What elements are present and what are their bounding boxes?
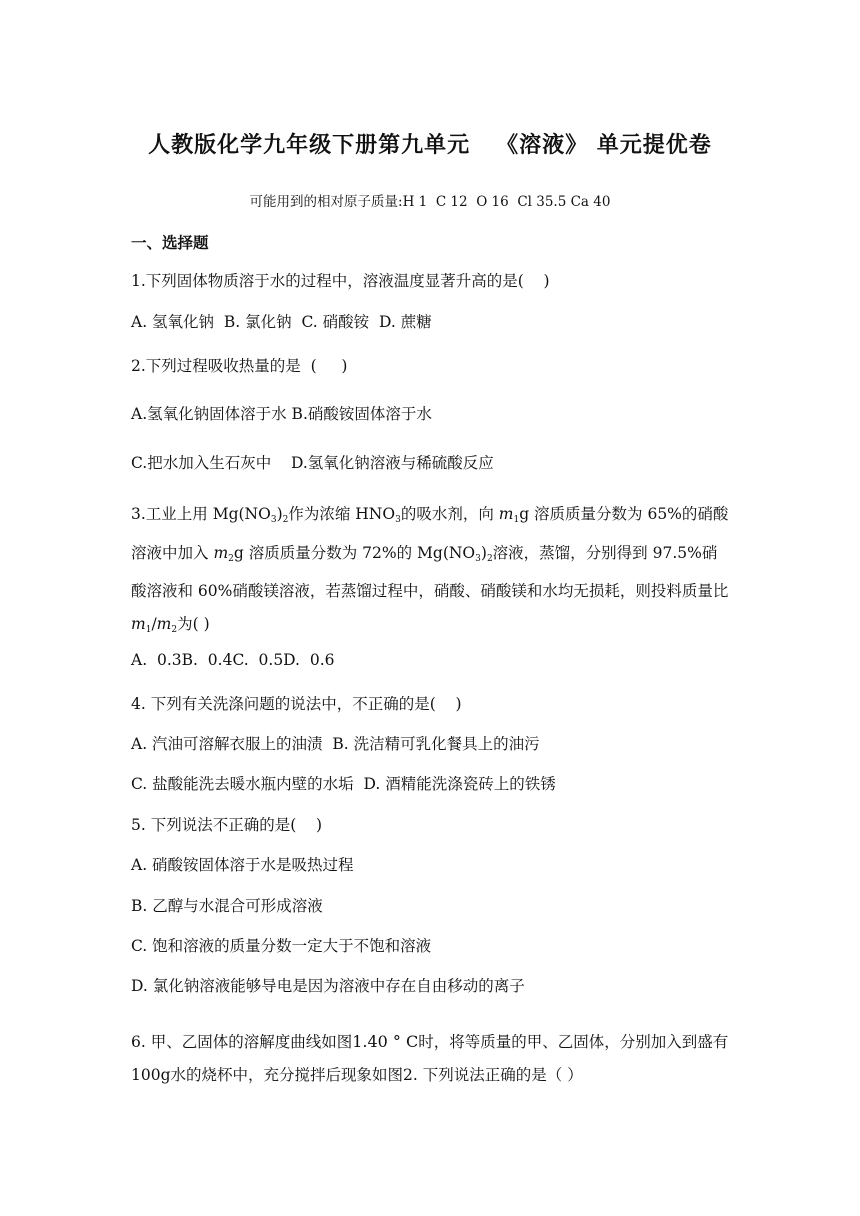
- question-5-option-d: D. 氯化钠溶液能够导电是因为溶液中存在自由移动的离子: [131, 977, 525, 995]
- page-title: 人教版化学九年级下册第九单元 《溶液》 单元提优卷: [148, 132, 712, 158]
- question-4-stem: 4. 下列有关洗涤问题的说法中，不正确的是( ): [131, 695, 462, 713]
- question-5-option-b: B. 乙醇与水混合可形成溶液: [131, 897, 323, 915]
- section-heading: 一、选择题: [131, 233, 209, 252]
- atomic-mass-note: 可能用到的相对原子质量:H 1 C 12 O 16 Cl 35.5 Ca 40: [249, 194, 611, 210]
- question-4-options-cd: C. 盐酸能洗去暖水瓶内壁的水垢 D. 酒精能洗涤瓷砖上的铁锈: [131, 775, 556, 793]
- question-2-options-cd: C.把水加入生石灰中 D.氢氧化钠溶液与稀硫酸反应: [131, 454, 494, 472]
- question-2-options-ab: A.氢氧化钠固体溶于水 B.硝酸铵固体溶于水: [131, 405, 432, 423]
- question-3-stem: 3.工业上用 $Mg(NO_3)_2$作为浓缩 $HNO_3$的吸水剂，向 $m_1g$ 溶质质量分数为 65%的硝酸溶液中加入 $m_2g$ 溶质质量分数为 72%的 $Mg(NO_3)_2$溶液，蒸馏，分别得到 97.5%硝酸溶液和 60%硝酸镁溶液，若蒸馏过程中，硝酸、硝酸镁和水均无损耗，则投料质量比 $m_1/m_2$为( ): [131, 505, 729, 635]
- question-1-options: A. 氢氧化钠 B. 氯化钠 C. 硝酸铵 D. 蔗糖: [131, 313, 432, 331]
- question-5-stem: 5. 下列说法不正确的是( ): [131, 816, 323, 834]
- question-1-stem: 1.下列固体物质溶于水的过程中，溶液温度显著升高的是( ): [131, 272, 550, 290]
- question-2-stem: 2.下列过程吸收热量的是 ( ): [131, 357, 348, 375]
- question-5-option-c: C. 饱和溶液的质量分数一定大于不饱和溶液: [131, 937, 432, 955]
- question-5-option-a: A. 硝酸铵固体溶于水是吸热过程: [131, 856, 354, 874]
- question-6-stem: 6. 甲、乙固体的溶解度曲线如图1.40 ° C时，将等质量的甲、乙固体，分别加入到盛有100g水的烧杯中，充分搅拌后现象如图2. 下列说法正确的是（ ）: [131, 1032, 729, 1084]
- question-4-options-ab: A. 汽油可溶解衣服上的油渍 B. 洗洁精可乳化餐具上的油污: [131, 735, 540, 753]
- question-3-options: A. 0.3B. 0.4C. 0.5D. 0.6: [131, 651, 335, 669]
